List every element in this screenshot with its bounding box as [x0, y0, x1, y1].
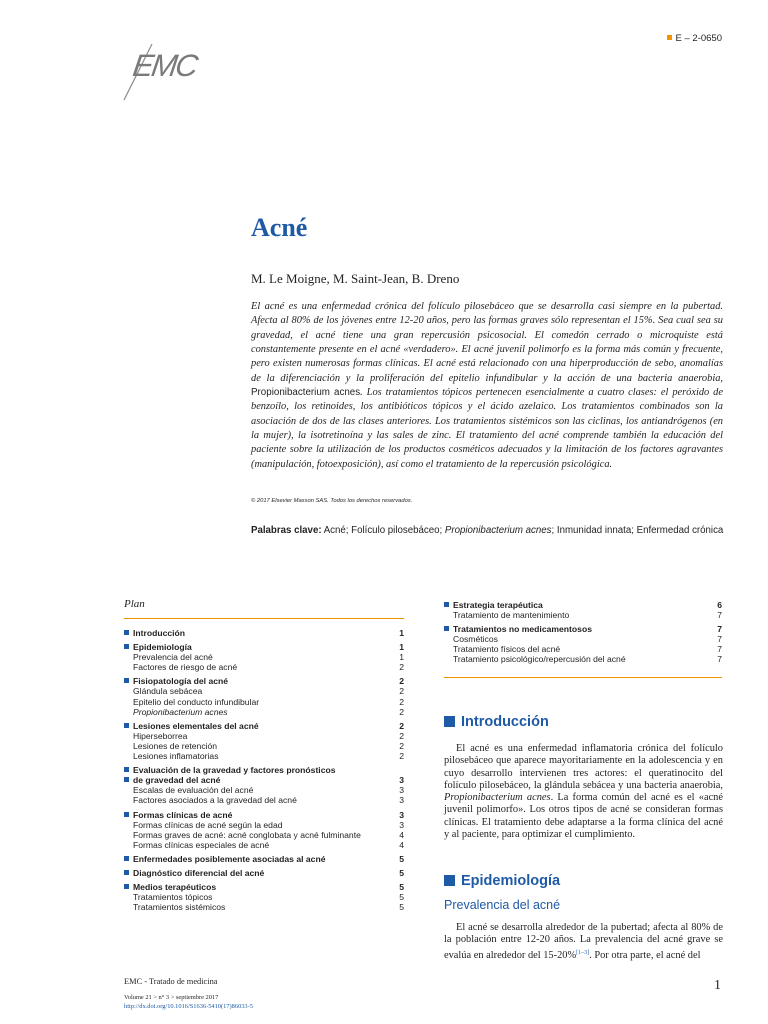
plan-subsection-entry[interactable] [124, 892, 404, 902]
plan-entry-page: 6 [717, 600, 722, 610]
plan-section-entry[interactable] [124, 868, 404, 878]
plan-entry-page: 5 [399, 882, 404, 893]
plan-entry-label: Factores de riesgo de acné [133, 662, 238, 673]
plan-subsection-entry[interactable] [124, 686, 404, 696]
emc-logo-text: EMC [130, 48, 199, 83]
plan-section-entry[interactable] [444, 624, 722, 634]
article-title: Acné [251, 213, 308, 242]
keywords-italic: Propionibacterium acnes [444, 525, 552, 536]
page-number: 1 [714, 978, 721, 993]
intro-text-b: . La forma común del acné es el «acné juvenil polimorfo». Los otros tipos de acné se consideran formas clínicas. El tratamiento debe adaptarse a la forma clínica del acné y al paciente, para optimizar el cumplimiento. [444, 792, 723, 841]
orange-square-icon [667, 35, 672, 40]
plan-entry-label: Cosméticos [453, 634, 498, 645]
plan-entry-page: 5 [399, 867, 404, 878]
prev-text-a: El acné se desarrolla alrededor de la pubertad; afecta al 80% de la población entre 12-20 años. La prevalencia del acné grave se evalúa en alrededor del 15-20% [444, 922, 723, 961]
plan-entry-label: Tratamiento psicológico/repercusión del acné [453, 654, 626, 665]
plan-entry-label: Glándula sebácea [133, 686, 203, 697]
section-heading-text: Epidemiología [461, 873, 561, 889]
plan-entry-label: Tratamiento físicos del acné [453, 644, 561, 655]
plan-entry-label: Epitelio del conducto infundibular [133, 696, 260, 707]
plan-entry-page: 2 [399, 686, 404, 697]
keywords-part-a: Acné; Folículo pilosebáceo; [321, 525, 445, 536]
plan-entry-label: Tratamientos no medicamentosos [444, 624, 592, 634]
plan-subsection-entry[interactable] [124, 741, 404, 751]
plan-entry-label: Evaluación de la gravedad y factores pronósticos [124, 765, 336, 775]
plan-entry-page: 2 [399, 676, 404, 687]
plan-entry-page: 7 [717, 654, 722, 665]
abstract-bacteria-name: Propionibacterium acnes [251, 387, 361, 399]
plan-subsection-entry[interactable] [124, 785, 404, 795]
section-heading-introduccion [444, 714, 549, 730]
plan-entry-page: 2 [399, 720, 404, 731]
plan-entry-label: Introducción [124, 628, 185, 638]
plan-section-entry[interactable] [124, 765, 404, 775]
article-authors: M. Le Moigne, M. Saint-Jean, B. Dreno [251, 271, 460, 286]
plan-entry-label: Epidemiología [124, 642, 192, 652]
plan-subsection-entry[interactable] [444, 644, 722, 654]
plan-entry-label: Escalas de evaluación del acné [133, 785, 254, 796]
plan-subsection-entry[interactable] [124, 707, 404, 717]
plan-subsection-entry[interactable] [444, 634, 722, 644]
abstract-text-2: . Los tratamientos tópicos pertenecen esencialmente a cuatro clases: el peróxido de benzoílo, los retinoides, los antibióticos tópicos y el ácido azelaico. Los tratamientos combinados son la asociación de dos de las clases anteriores. Los tratamientos sistémicos son las ciclinas, los antiandrógenos (en la mujer), la isotretinoína y las sales de zinc. El tratamiento del acné comprende también la educación del paciente sobre la utilización de los productos cosméticos adecuados y la limitación de los factores agravantes (manipulación, fotoexposición), así como el tratamiento de la repercusión psicológica. [251, 387, 723, 470]
plan-title: Plan [124, 598, 145, 610]
plan-entry-page: 5 [399, 853, 404, 864]
plan-entry-label: Fisiopatología del acné [124, 676, 228, 686]
plan-entry-page: 7 [717, 634, 722, 645]
plan-subsection-entry[interactable] [124, 775, 404, 785]
section-heading-epidemiologia [444, 873, 560, 889]
plan-entry-page: 2 [399, 662, 404, 673]
plan-entry-label: Formas clínicas de acné [124, 810, 232, 820]
plan-entry-page: 3 [399, 785, 404, 796]
plan-entry-label: Lesiones de retención [133, 740, 218, 751]
plan-entry-label: Diagnóstico diferencial del acné [124, 868, 264, 878]
plan-entry-page: 2 [399, 751, 404, 762]
plan-entry-label: Estrategia terapéutica [444, 600, 543, 610]
plan-subsection-entry[interactable] [444, 654, 722, 664]
plan-entry-page: 1 [399, 628, 404, 638]
plan-section-entry[interactable] [124, 721, 404, 731]
plan-entry-label: Formas clínicas de acné según la edad [133, 819, 283, 830]
plan-entry-label: Hiperseborrea [133, 730, 188, 741]
plan-entry-label: Tratamiento de mantenimiento [453, 610, 570, 621]
copyright: © 2017 Elsevier Masson SAS. Todos los derechos reservados. [251, 498, 413, 504]
plan-entry-page: 3 [399, 809, 404, 820]
plan-entry-label: de gravedad del acné [124, 775, 220, 785]
plan-entry-page: 7 [717, 624, 722, 635]
plan-entry-label: Formas clínicas especiales de acné [133, 839, 270, 850]
footer-doi-link[interactable]: http://dx.doi.org/10.1016/S1636-5410(17)86033-5 [124, 1003, 253, 1010]
plan-entry-page: 4 [399, 829, 404, 840]
plan-entry-label: Enfermedades posiblemente asociadas al acné [124, 854, 326, 864]
keywords [251, 525, 731, 536]
plan-section-entry[interactable] [124, 676, 404, 686]
plan-subsection-entry[interactable] [124, 795, 404, 805]
plan-entry-page: 2 [399, 740, 404, 751]
plan-subsection-entry[interactable] [124, 662, 404, 672]
footer-journal: EMC - Tratado de medicina [124, 977, 218, 986]
plan-entry-label: Lesiones elementales del acné [124, 721, 259, 731]
plan-entry-page: 1 [399, 652, 404, 663]
plan-subsection-entry[interactable] [124, 652, 404, 662]
plan-section-entry[interactable] [124, 628, 404, 638]
document-code [667, 33, 722, 44]
prev-text-b: . Por otra parte, el acné del [589, 949, 701, 961]
plan-entry-page: 2 [399, 706, 404, 717]
plan-entry-page: 4 [399, 839, 404, 850]
plan-entry-page: 1 [399, 642, 404, 653]
plan-entry-label: Factores asociados a la gravedad del acné [133, 795, 297, 806]
intro-text-italic: Propionibacterium acnes [444, 792, 551, 804]
plan-entry-label: Formas graves de acné: acné conglobata y acné fulminante [133, 829, 361, 840]
footer-volume: Volume 21 > n° 3 > septiembre 2017 [124, 994, 219, 1001]
plan-entry-label: Prevalencia del acné [133, 652, 213, 663]
plan-entry-page: 7 [717, 610, 722, 621]
subsection-heading-prevalencia: Prevalencia del acné [444, 898, 561, 912]
plan-entry-label: Lesiones inflamatorias [133, 751, 219, 762]
intro-paragraph [444, 743, 723, 841]
blue-square-icon [444, 875, 455, 886]
plan-rule [124, 618, 404, 619]
plan-subsection-entry[interactable] [124, 840, 404, 850]
plan-rule-right [444, 677, 722, 678]
keywords-label: Palabras clave: [251, 525, 322, 536]
plan-section-entry[interactable] [124, 882, 404, 892]
plan-entry-page: 7 [717, 644, 722, 655]
abstract-text-1: El acné es una enfermedad crónica del folículo pilosebáceo que se desarrolla casi siempre en la pubertad. Afecta al 80% de los jóvenes entre 12-20 años, pero las formas graves sólo representan el 15%. Sea cual sea su gravedad, el acné tiene una gran repercusión psicosocial. El comedón cerrado o microquiste está constantemente presente en el acné «verdadero». El acné juvenil polimorfo es la forma más común y frecuente, pero existen numerosas formas clínicas. El acné está relacionado con una hiperproducción de sebo, anomalías de la diferenciación y la proliferación del epitelio infundibular y la acción de una bacteria anaerobia, [251, 301, 723, 384]
plan-entry-page: 3 [399, 795, 404, 806]
blue-square-icon [444, 716, 455, 727]
plan-subsection-entry[interactable] [124, 820, 404, 830]
plan-entry-label: Medios terapéuticos [124, 882, 216, 892]
plan-section-entry[interactable] [444, 600, 722, 610]
citation-link[interactable]: [1–3] [576, 949, 590, 956]
plan-section-entry[interactable] [124, 810, 404, 820]
plan-subsection-entry[interactable] [124, 902, 404, 912]
plan-entry-label: Tratamientos tópicos [133, 892, 213, 903]
plan-entry-label: Propionibacterium acnes [133, 706, 228, 717]
section-heading-text: Introducción [461, 714, 549, 730]
plan-entry-page: 2 [399, 696, 404, 707]
document-code-text: E – 2-0650 [675, 33, 722, 44]
plan-entry-page: 3 [399, 775, 404, 786]
plan-subsection-entry[interactable] [444, 610, 722, 620]
plan-subsection-entry[interactable] [124, 751, 404, 761]
plan-entry-page: 5 [399, 892, 404, 903]
plan-list-right [444, 600, 722, 665]
plan-entry-page: 2 [399, 730, 404, 741]
plan-list-left [124, 628, 404, 912]
plan-subsection-entry[interactable] [124, 731, 404, 741]
abstract [251, 300, 723, 472]
intro-text-a: El acné es una enfermedad inflamatoria crónica del folículo pilosebáceo que aparece mayoritariamente en la adolescencia y en cuyo desarrollo intervienen tres actores: el queratinocito del folículo pilosebáceo, la glándula sebácea y una bacteria anaerobia, [444, 743, 723, 791]
prevalence-paragraph [444, 922, 723, 962]
plan-subsection-entry[interactable] [124, 830, 404, 840]
plan-subsection-entry[interactable] [124, 697, 404, 707]
plan-entry-label: Tratamientos sistémicos [133, 902, 226, 913]
keywords-part-b: ; Inmunidad innata; Enfermedad crónica [551, 525, 724, 536]
plan-entry-page: 5 [399, 902, 404, 913]
plan-entry-page: 3 [399, 819, 404, 830]
plan-section-entry[interactable] [124, 854, 404, 864]
plan-section-entry[interactable] [124, 642, 404, 652]
